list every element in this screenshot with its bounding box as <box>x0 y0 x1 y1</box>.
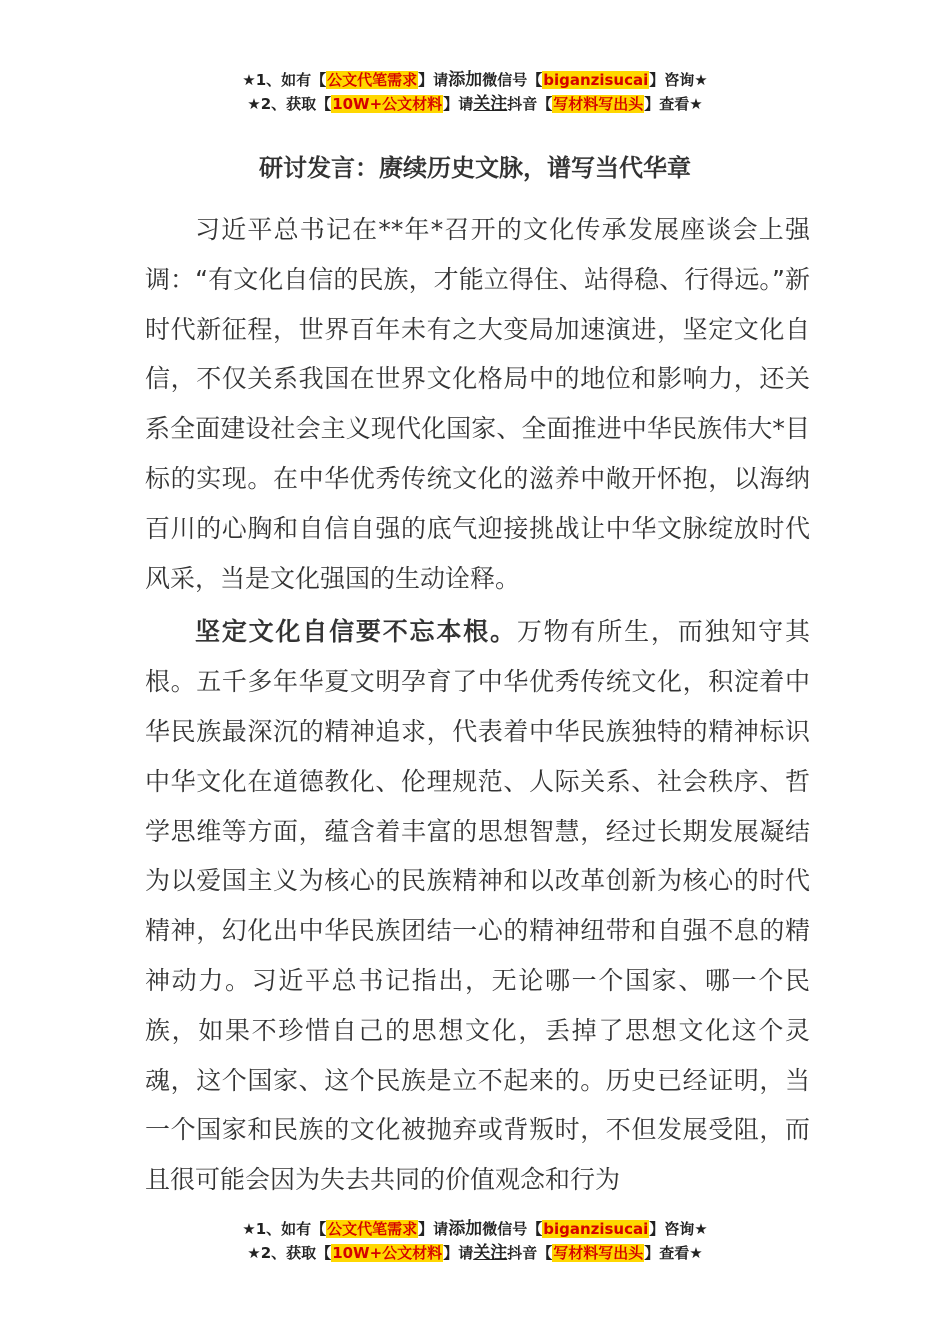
banner-emphasis: 添加 <box>448 70 483 90</box>
banner-text: 】请 <box>443 1244 474 1262</box>
banner-text: 】请 <box>443 95 474 113</box>
document-title: 研讨发言：赓续历史文脉，谱写当代华章 <box>259 154 691 182</box>
banner-text: 微信号【 <box>482 1220 543 1238</box>
highlight-wechat-id: biganzisucai <box>543 1220 649 1238</box>
highlight-douyin-id: 写材料写出头 <box>553 1244 644 1262</box>
banner-text: 抖音【 <box>507 95 553 113</box>
paragraph-2 <box>145 607 810 1205</box>
banner-text: ★2、获取【 <box>247 1244 332 1262</box>
banner-line-2 <box>0 1241 950 1265</box>
document-body <box>145 205 810 1209</box>
banner-emphasis: 关注 <box>473 94 508 114</box>
banner-text: 】查看★ <box>644 95 703 113</box>
banner-text: 】查看★ <box>644 1244 703 1262</box>
banner-text: ★2、获取【 <box>247 95 332 113</box>
highlight-service: 公文代笔需求 <box>327 71 418 89</box>
highlight-materials: 10W+公文材料 <box>332 95 443 113</box>
footer-banner <box>0 1217 950 1265</box>
highlight-wechat-id: biganzisucai <box>543 71 649 89</box>
banner-emphasis: 添加 <box>448 1219 483 1239</box>
banner-text: 微信号【 <box>482 71 543 89</box>
banner-text: 】请 <box>418 71 449 89</box>
banner-line-1 <box>0 1217 950 1241</box>
paragraph-1: 习近平总书记在**年*召开的文化传承发展座谈会上强调：“有文化自信的民族，才能立得住、站得稳、行得远。”新时代新征程，世界百年未有之大变局加速演进，坚定文化自信，不仅关系我国在世界文化格局中的地位和影响力，还关系全面建设社会主义现代化国家、全面推进中华民族伟大*目标的实现。在中华优秀传统文化的滋养中敞开怀抱，以海纳百川的心胸和自信自强的底气迎接挑战让中华文脉绽放时代风采，当是文化强国的生动诠释。 <box>145 215 810 593</box>
highlight-materials: 10W+公文材料 <box>332 1244 443 1262</box>
paragraph-2-body: 万物有所生，而独知守其根。五千多年华夏文明孕育了中华优秀传统文化，积淀着中华民族最深沉的精神追求，代表着中华民族独特的精神标识中华文化在道德教化、伦理规范、人际关系、社会秩序、哲学思维等方面，蕴含着丰富的思想智慧，经过长期发展凝结为以爱国主义为核心的民族精神和以改革创新为核心的时代精神，幻化出中华民族团结一心的精神纽带和自强不息的精神动力。习近平总书记指出，无论哪一个国家、哪一个民族，如果不珍惜自己的思想文化，丢掉了思想文化这个灵魂，这个国家、这个民族是立不起来的。历史已经证明，当一个国家和民族的文化被抛弃或背叛时，不但发展受阻，而且很可能会因为失去共同的价值观念和行为 <box>145 617 810 1195</box>
banner-text: 】请 <box>418 1220 449 1238</box>
highlight-douyin-id: 写材料写出头 <box>553 95 644 113</box>
banner-line-1 <box>0 68 950 92</box>
paragraph-2-lead: 坚定文化自信要不忘本根。 <box>195 617 517 647</box>
banner-emphasis: 关注 <box>473 1243 508 1263</box>
banner-text: ★1、如有【 <box>242 71 327 89</box>
banner-text: ★1、如有【 <box>242 1220 327 1238</box>
banner-line-2 <box>0 92 950 116</box>
banner-text: 】咨询★ <box>649 71 708 89</box>
banner-text: 抖音【 <box>507 1244 553 1262</box>
header-banner <box>0 68 950 116</box>
highlight-service: 公文代笔需求 <box>327 1220 418 1238</box>
banner-text: 】咨询★ <box>649 1220 708 1238</box>
